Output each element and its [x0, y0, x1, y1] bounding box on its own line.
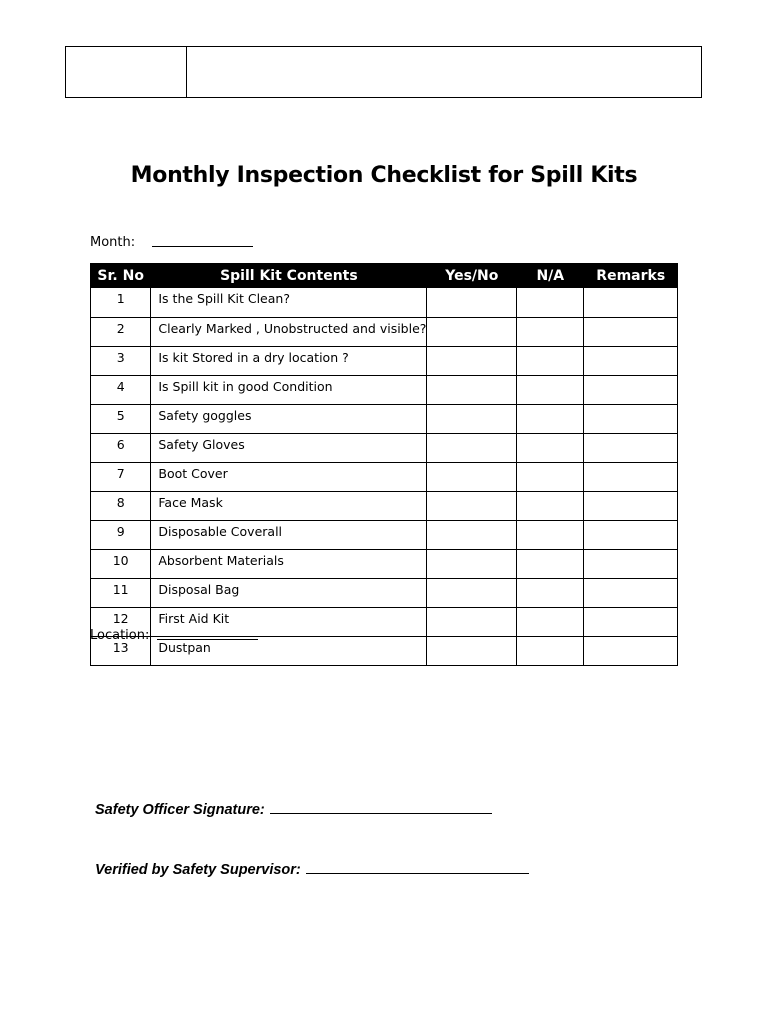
row-item: Dustpan [151, 637, 427, 666]
row-item: First Aid Kit [151, 608, 427, 637]
checklist-table [90, 263, 678, 666]
table-row [91, 434, 678, 463]
row-sr-no: 12 [91, 608, 151, 637]
table-header-row [91, 264, 678, 288]
location-field [90, 628, 258, 643]
row-remarks-cell[interactable] [584, 318, 678, 347]
row-yes-no-cell[interactable] [427, 347, 517, 376]
row-remarks-cell[interactable] [584, 637, 678, 666]
document-header-box [65, 46, 702, 98]
row-remarks-cell[interactable] [584, 521, 678, 550]
row-remarks-cell[interactable] [584, 376, 678, 405]
row-na-cell[interactable] [517, 550, 584, 579]
row-remarks-cell[interactable] [584, 492, 678, 521]
row-yes-no-cell[interactable] [427, 608, 517, 637]
row-item: Disposable Coverall [151, 521, 427, 550]
table-row [91, 347, 678, 376]
row-sr-no: 11 [91, 579, 151, 608]
checklist-body [91, 288, 678, 666]
row-na-cell[interactable] [517, 579, 584, 608]
location-label: Location: [90, 628, 150, 643]
row-na-cell[interactable] [517, 608, 584, 637]
row-na-cell[interactable] [517, 376, 584, 405]
table-row [91, 318, 678, 347]
table-row [91, 376, 678, 405]
month-label: Month: [90, 235, 136, 250]
row-sr-no: 13 [91, 637, 151, 666]
row-yes-no-cell[interactable] [427, 637, 517, 666]
row-yes-no-cell[interactable] [427, 376, 517, 405]
row-remarks-cell[interactable] [584, 288, 678, 318]
row-item: Absorbent Materials [151, 550, 427, 579]
row-yes-no-cell[interactable] [427, 550, 517, 579]
row-sr-no: 7 [91, 463, 151, 492]
header-logo-cell [66, 47, 187, 97]
row-sr-no: 2 [91, 318, 151, 347]
header-info-cell [187, 47, 701, 97]
table-row [91, 405, 678, 434]
row-remarks-cell[interactable] [584, 347, 678, 376]
row-sr-no: 10 [91, 550, 151, 579]
header-na: N/A [517, 264, 584, 288]
table-row [91, 521, 678, 550]
row-item: Is Spill kit in good Condition [151, 376, 427, 405]
header-yes-no: Yes/No [427, 264, 517, 288]
row-item: Clearly Marked , Unobstructed and visible? [151, 318, 427, 347]
row-item: Face Mask [151, 492, 427, 521]
row-na-cell[interactable] [517, 318, 584, 347]
row-yes-no-cell[interactable] [427, 288, 517, 318]
row-yes-no-cell[interactable] [427, 492, 517, 521]
row-remarks-cell[interactable] [584, 550, 678, 579]
row-na-cell[interactable] [517, 347, 584, 376]
row-sr-no: 3 [91, 347, 151, 376]
row-item: Safety Gloves [151, 434, 427, 463]
row-item: Boot Cover [151, 463, 427, 492]
row-yes-no-cell[interactable] [427, 434, 517, 463]
row-remarks-cell[interactable] [584, 434, 678, 463]
table-row [91, 492, 678, 521]
header-remarks: Remarks [584, 264, 678, 288]
location-blank-line[interactable] [157, 638, 258, 640]
safety-supervisor-signature [95, 862, 529, 878]
row-item: Disposal Bag [151, 579, 427, 608]
row-sr-no: 8 [91, 492, 151, 521]
row-na-cell[interactable] [517, 288, 584, 318]
row-na-cell[interactable] [517, 637, 584, 666]
row-sr-no: 1 [91, 288, 151, 318]
row-item: Is the Spill Kit Clean? [151, 288, 427, 318]
row-yes-no-cell[interactable] [427, 318, 517, 347]
month-field [90, 235, 253, 250]
table-row [91, 463, 678, 492]
page-title: Monthly Inspection Checklist for Spill Kits [130, 163, 638, 188]
row-sr-no: 4 [91, 376, 151, 405]
row-na-cell[interactable] [517, 434, 584, 463]
row-remarks-cell[interactable] [584, 463, 678, 492]
row-sr-no: 5 [91, 405, 151, 434]
safety-officer-signature [95, 802, 492, 818]
row-sr-no: 9 [91, 521, 151, 550]
row-na-cell[interactable] [517, 492, 584, 521]
row-sr-no: 6 [91, 434, 151, 463]
row-remarks-cell[interactable] [584, 405, 678, 434]
row-na-cell[interactable] [517, 405, 584, 434]
row-na-cell[interactable] [517, 521, 584, 550]
row-yes-no-cell[interactable] [427, 521, 517, 550]
safety-officer-signature-line[interactable] [270, 813, 492, 814]
table-row [91, 550, 678, 579]
row-na-cell[interactable] [517, 463, 584, 492]
safety-officer-label: Safety Officer Signature: [95, 802, 265, 818]
safety-supervisor-label: Verified by Safety Supervisor: [95, 862, 301, 878]
row-yes-no-cell[interactable] [427, 463, 517, 492]
table-row [91, 579, 678, 608]
header-spill-kit-contents: Spill Kit Contents [151, 264, 427, 288]
header-sr-no: Sr. No [91, 264, 151, 288]
table-row [91, 288, 678, 318]
safety-supervisor-signature-line[interactable] [306, 873, 529, 874]
row-remarks-cell[interactable] [584, 608, 678, 637]
row-item: Is kit Stored in a dry location ? [151, 347, 427, 376]
row-yes-no-cell[interactable] [427, 405, 517, 434]
month-blank-line[interactable] [152, 245, 253, 247]
row-remarks-cell[interactable] [584, 579, 678, 608]
row-yes-no-cell[interactable] [427, 579, 517, 608]
row-item: Safety goggles [151, 405, 427, 434]
